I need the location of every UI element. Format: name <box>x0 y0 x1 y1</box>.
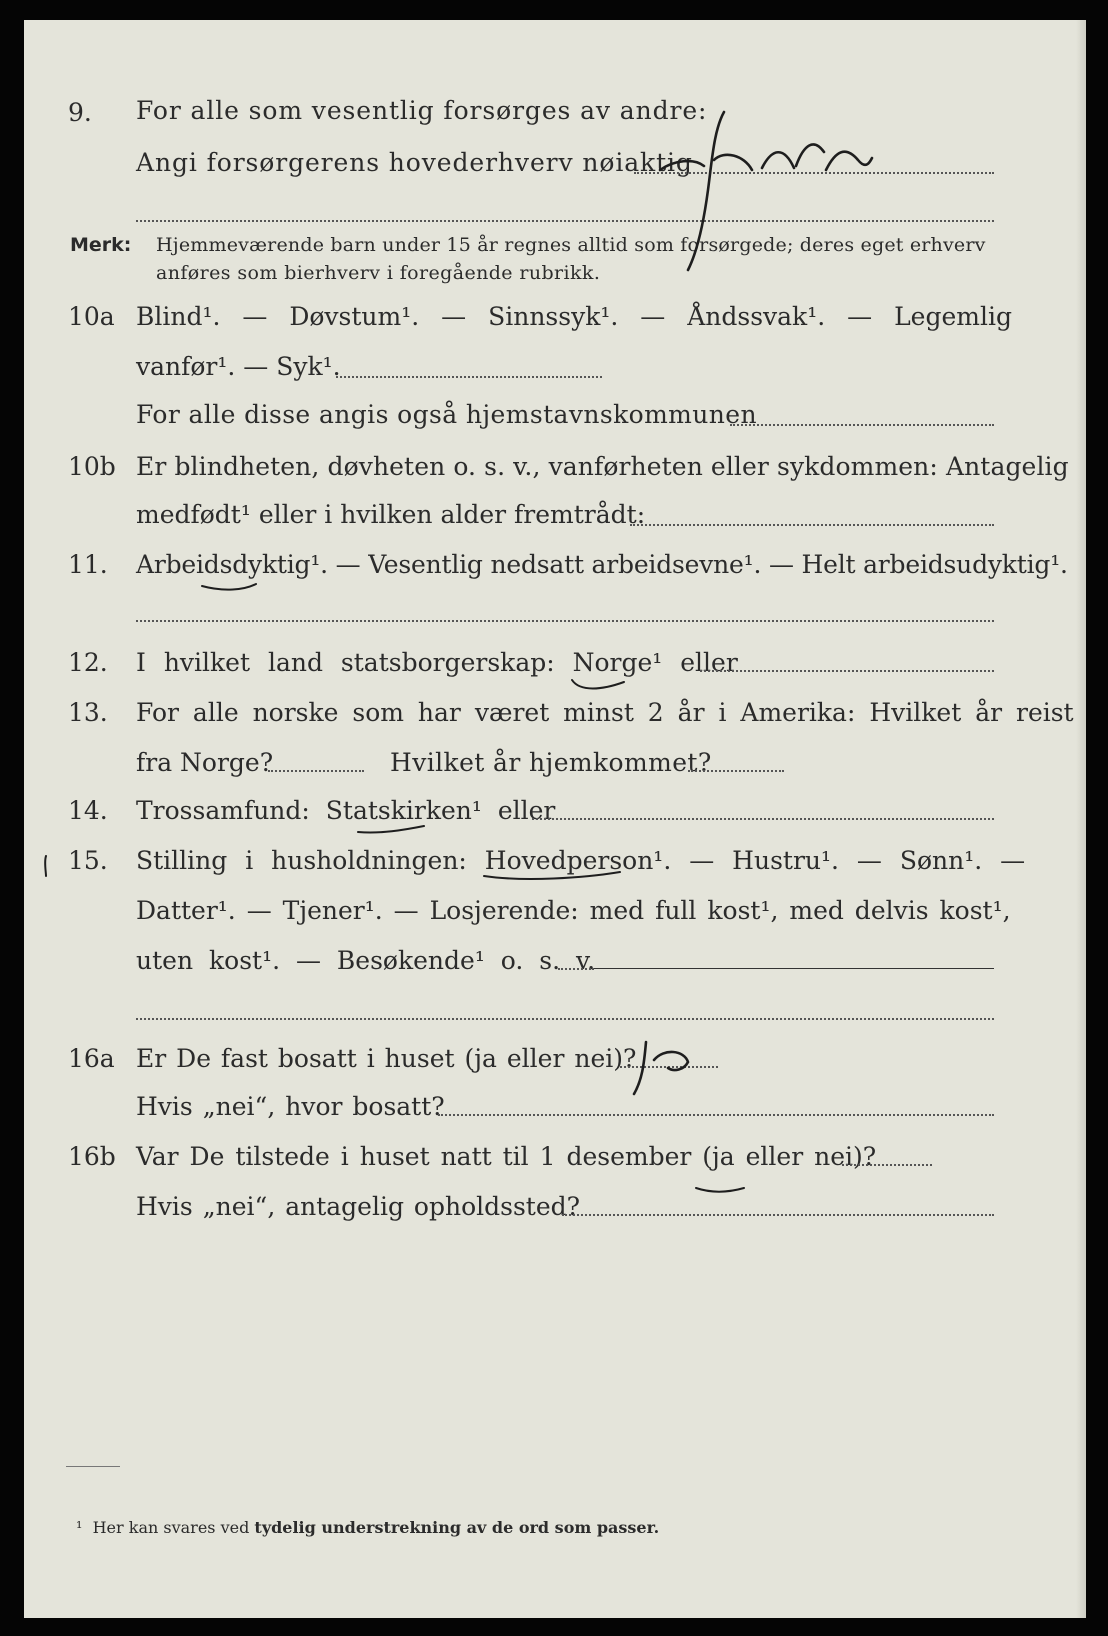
q15-line3: uten kost¹. — Besøkende¹ o. s. v. <box>136 946 596 975</box>
q9-number: 9. <box>68 98 92 127</box>
merk-label: Merk: <box>70 234 132 256</box>
footnote-text-bold: tydelig understrekning av de ord som passer. <box>254 1518 660 1537</box>
q11-number: 11. <box>68 550 108 579</box>
footnote-mark: ¹ <box>76 1518 83 1537</box>
q15-number: 15. <box>68 846 108 875</box>
handwritten-answer-16a <box>634 1042 688 1094</box>
footnote-rule <box>66 1466 120 1467</box>
footnote <box>76 1518 659 1537</box>
q12-answer-line <box>700 670 994 672</box>
q16a-answer-line <box>620 1066 718 1068</box>
q9-line1: For alle som vesentlig forsørges av andre: <box>136 96 708 125</box>
q14-line1: Trossamfund: Statskirken¹ eller <box>136 796 556 825</box>
q10b-answer-line <box>630 524 994 526</box>
q16b-line2: Hvis „nei“, antagelig opholdssted? <box>136 1192 581 1221</box>
q10a-line2: vanfør¹. — Syk¹. <box>136 352 341 381</box>
q10b-line2: medfødt¹ eller i hvilken alder fremtrådt: <box>136 500 646 529</box>
q12-line1: I hvilket land statsborgerskap: Norge¹ eller <box>136 648 738 677</box>
q16a-line2: Hvis „nei“, hvor bosatt? <box>136 1092 445 1121</box>
q10b-number: 10b <box>68 452 116 481</box>
merk-line1: Hjemmeværende barn under 15 år regnes alltid som forsørgede; deres eget erhverv <box>156 234 986 256</box>
underline-ja-16b <box>696 1188 744 1192</box>
q13-line2b: Hvilket år hjemkommet? <box>390 748 712 777</box>
q15-dots-short <box>558 968 594 970</box>
q16b-sted-line <box>562 1214 994 1216</box>
q15-line2: Datter¹. — Tjener¹. — Losjerende: med full kost¹, med delvis kost¹, <box>136 896 1011 925</box>
margin-mark <box>45 856 46 876</box>
q15-answer-line <box>594 968 994 969</box>
page-edge-shadow <box>1076 20 1086 1618</box>
q10b-line1: Er blindheten, døvheten o. s. v., vanførheten eller sykdommen: Antagelig <box>136 452 1069 481</box>
census-form-page <box>24 20 1086 1618</box>
q9-extra-line <box>136 220 994 222</box>
q9-answer-line <box>634 172 994 174</box>
underline-statskirken <box>358 826 424 833</box>
q13-line1: For alle norske som har været minst 2 år i Amerika: Hvilket år reist <box>136 698 1074 727</box>
q15-line1: Stilling i husholdningen: Hovedperson¹. — Hustru¹. — Sønn¹. — <box>136 846 1026 875</box>
q15-extra-line <box>136 1018 994 1020</box>
q13-line2a: fra Norge? <box>136 748 274 777</box>
q10a-line3: For alle disse angis også hjemstavnskommunen <box>136 400 757 429</box>
merk-line2: anføres som bierhverv i foregående rubrikk. <box>156 262 601 284</box>
q10a-number: 10a <box>68 302 115 331</box>
underline-norge <box>572 680 624 689</box>
q13-number: 13. <box>68 698 108 727</box>
q11-line1: Arbeidsdyktig¹. — Vesentlig nedsatt arbeidsevne¹. — Helt arbeidsudyktig¹. <box>136 550 1068 579</box>
q13-reist-line <box>268 770 364 772</box>
q16a-number: 16a <box>68 1044 115 1073</box>
q10a-syk-line <box>336 376 602 378</box>
q14-answer-line <box>532 818 994 820</box>
q14-number: 14. <box>68 796 108 825</box>
q16b-number: 16b <box>68 1142 116 1171</box>
q16a-bosatt-line <box>438 1114 994 1116</box>
q10a-kommune-line <box>730 424 994 426</box>
q12-number: 12. <box>68 648 108 677</box>
q16b-line1: Var De tilstede i huset natt til 1 desember (ja eller nei)? <box>136 1142 877 1171</box>
q9-line2: Angi forsørgerens hovederhverv nøiaktig <box>136 148 693 177</box>
q11-answer-line <box>136 620 994 622</box>
q10a-line1: Blind¹. — Døvstum¹. — Sinnssyk¹. — Åndssvak¹. — Legemlig <box>136 302 1012 331</box>
footnote-text: Her kan svares ved <box>92 1518 250 1537</box>
q16b-answer-line <box>842 1164 932 1166</box>
q16a-line1: Er De fast bosatt i huset (ja eller nei)? <box>136 1044 637 1073</box>
q13-hjem-line <box>688 770 784 772</box>
underline-arbeidsdyktig <box>202 584 256 590</box>
